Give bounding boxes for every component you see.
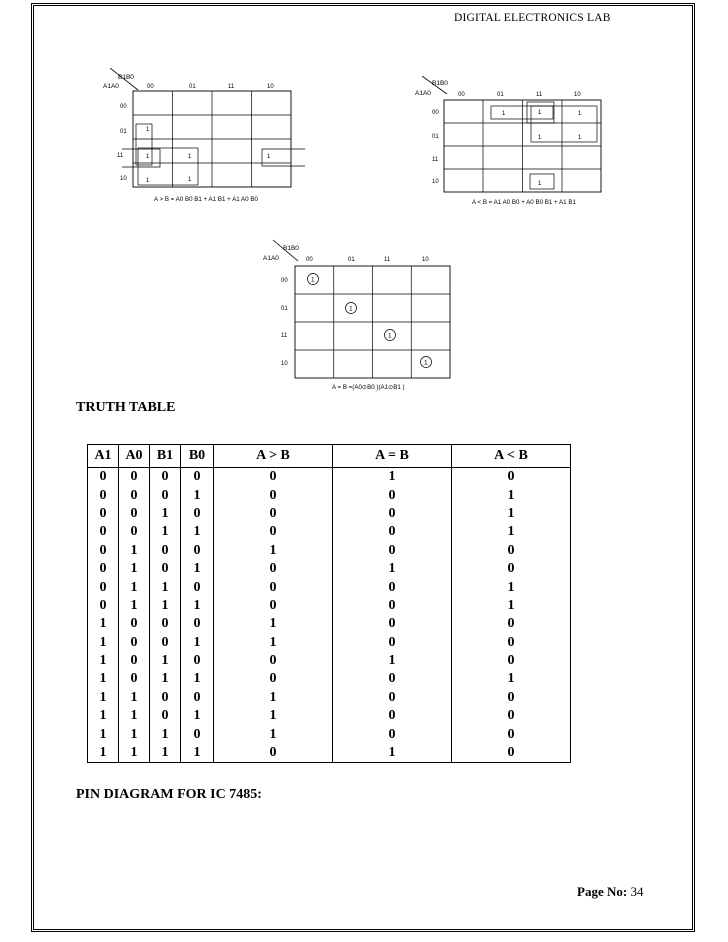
table-cell: 0: [214, 486, 333, 504]
table-cell: 1: [214, 615, 333, 633]
table-cell: 0: [333, 597, 452, 615]
kmap-gt-row-00: 00: [120, 104, 127, 110]
table-cell: 0: [214, 578, 333, 596]
table-cell: 0: [452, 615, 571, 633]
table-cell: 1: [88, 634, 119, 652]
table-cell: 1: [119, 744, 150, 763]
table-cell: 1: [214, 725, 333, 743]
table-cell: 0: [333, 505, 452, 523]
page-number-footer: [577, 884, 643, 900]
table-cell: 0: [181, 468, 214, 487]
table-cell: 1: [181, 707, 214, 725]
kmap-gt-col-00: 00: [147, 84, 154, 90]
kmap-eq-corner-left: A1A0: [263, 255, 279, 262]
kmap-less-than: [402, 76, 617, 216]
table-cell: 1: [333, 744, 452, 763]
kmap-equal: [256, 238, 461, 398]
table-cell: 1: [214, 542, 333, 560]
truth-table-title: TRUTH TABLE: [76, 400, 176, 415]
table-cell: 1: [181, 523, 214, 541]
kmap-eq-row-01: 01: [281, 306, 288, 312]
table-cell: 0: [333, 725, 452, 743]
table-cell: 1: [88, 652, 119, 670]
kmap-lt-one: 1: [578, 135, 582, 141]
kmap-eq-corner-top: B1B0: [283, 245, 299, 252]
table-cell: 0: [214, 523, 333, 541]
kmap-lt-col-01: 01: [497, 92, 504, 98]
kmap-gt-one: 1: [146, 154, 150, 160]
header-a-equal-b: A = B: [333, 445, 452, 468]
table-cell: 0: [119, 468, 150, 487]
table-cell: 0: [181, 542, 214, 560]
table-cell: 0: [88, 505, 119, 523]
kmap-eq-one: 1: [311, 276, 315, 284]
table-cell: 1: [119, 542, 150, 560]
kmap-gt-one: 1: [146, 127, 150, 133]
table-cell: 0: [181, 615, 214, 633]
kmap-eq-row-11: 11: [281, 333, 288, 339]
kmap-eq-row-00: 00: [281, 278, 288, 284]
table-cell: 0: [333, 542, 452, 560]
kmap-eq-col-10: 10: [422, 257, 429, 263]
table-cell: 0: [214, 652, 333, 670]
table-cell: 1: [88, 707, 119, 725]
kmap-gt-one: 1: [188, 154, 192, 160]
pin-diagram-title: PIN DIAGRAM FOR IC 7485:: [76, 787, 262, 802]
table-cell: 0: [333, 707, 452, 725]
table-row: [88, 523, 571, 541]
table-cell: 0: [214, 597, 333, 615]
table-cell: 1: [333, 652, 452, 670]
kmap-lt-col-10: 10: [574, 92, 581, 98]
header-a-greater-b: A > B: [214, 445, 333, 468]
table-cell: 0: [333, 615, 452, 633]
table-cell: 1: [88, 615, 119, 633]
header-b1: B1: [150, 445, 181, 468]
kmap-lt-equation: A < B = A1 A0 B0 + A0 B0 B1 + A1 B1: [472, 199, 576, 206]
table-cell: 0: [333, 523, 452, 541]
table-cell: 0: [88, 560, 119, 578]
table-cell: 0: [452, 689, 571, 707]
kmap-lt-one: 1: [502, 111, 506, 117]
kmap-eq-col-00: 00: [306, 257, 313, 263]
table-cell: 0: [150, 689, 181, 707]
table-cell: 0: [452, 652, 571, 670]
table-row: [88, 634, 571, 652]
header-a1: A1: [88, 445, 119, 468]
kmap-eq-one: 1: [424, 359, 428, 367]
table-cell: 1: [88, 689, 119, 707]
table-cell: 0: [452, 707, 571, 725]
table-row: [88, 468, 571, 487]
table-cell: 0: [181, 725, 214, 743]
table-cell: 1: [150, 725, 181, 743]
kmap-eq-svg: [256, 238, 461, 393]
table-cell: 1: [214, 689, 333, 707]
kmap-gt-svg: [100, 68, 310, 208]
kmap-gt-corner-top: B1B0: [118, 74, 134, 81]
table-cell: 1: [181, 486, 214, 504]
table-cell: 1: [452, 578, 571, 596]
kmap-eq-one: 1: [388, 332, 392, 340]
kmap-lt-one: 1: [538, 110, 542, 116]
table-cell: 0: [150, 486, 181, 504]
table-cell: 0: [119, 652, 150, 670]
table-cell: 1: [119, 597, 150, 615]
table-cell: 0: [150, 707, 181, 725]
table-cell: 0: [150, 560, 181, 578]
kmap-lt-row-11: 11: [432, 157, 439, 163]
table-cell: 1: [452, 486, 571, 504]
table-cell: 0: [452, 725, 571, 743]
table-row: [88, 725, 571, 743]
table-row: [88, 542, 571, 560]
truth-table-header-row: [88, 445, 571, 468]
table-cell: 0: [119, 486, 150, 504]
table-cell: 1: [181, 560, 214, 578]
table-row: [88, 744, 571, 763]
truth-table-body: [88, 468, 571, 763]
kmap-gt-one: 1: [188, 177, 192, 183]
table-row: [88, 670, 571, 688]
kmap-gt-corner-left: A1A0: [103, 83, 119, 90]
kmap-gt-col-10: 10: [267, 84, 274, 90]
table-row: [88, 560, 571, 578]
kmap-lt-row-01: 01: [432, 134, 439, 140]
table-cell: 0: [88, 486, 119, 504]
table-cell: 0: [214, 505, 333, 523]
table-cell: 0: [181, 578, 214, 596]
table-cell: 0: [181, 652, 214, 670]
table-cell: 0: [150, 542, 181, 560]
kmap-lt-col-11: 11: [536, 92, 543, 98]
kmap-gt-row-10: 10: [120, 176, 127, 182]
table-cell: 1: [150, 744, 181, 763]
kmap-gt-row-01: 01: [120, 129, 127, 135]
table-cell: 0: [181, 689, 214, 707]
table-cell: 0: [119, 634, 150, 652]
table-cell: 0: [150, 634, 181, 652]
table-cell: 0: [333, 486, 452, 504]
table-cell: 0: [333, 689, 452, 707]
table-cell: 1: [150, 597, 181, 615]
page-number: 34: [630, 884, 644, 899]
table-cell: 1: [150, 523, 181, 541]
table-cell: 0: [119, 523, 150, 541]
kmap-eq-one: 1: [349, 305, 353, 313]
kmap-lt-one: 1: [538, 135, 542, 141]
table-cell: 1: [181, 744, 214, 763]
table-cell: 0: [181, 505, 214, 523]
kmap-eq-col-11: 11: [384, 257, 391, 263]
table-cell: 1: [452, 670, 571, 688]
kmap-lt-corner-left: A1A0: [415, 90, 431, 97]
table-cell: 0: [88, 542, 119, 560]
kmap-eq-row-10: 10: [281, 361, 288, 367]
table-cell: 0: [452, 560, 571, 578]
kmap-lt-corner-top: B1B0: [432, 80, 448, 87]
table-cell: 1: [214, 634, 333, 652]
kmap-gt-one: 1: [267, 154, 271, 160]
kmap-lt-row-10: 10: [432, 179, 439, 185]
truth-table: [87, 444, 571, 763]
table-row: [88, 578, 571, 596]
table-cell: 0: [214, 468, 333, 487]
table-cell: 0: [88, 578, 119, 596]
table-cell: 0: [88, 597, 119, 615]
table-row: [88, 486, 571, 504]
kmap-gt-col-11: 11: [228, 84, 235, 90]
table-row: [88, 505, 571, 523]
page-label: Page No:: [577, 884, 628, 899]
table-cell: 1: [88, 670, 119, 688]
table-cell: 1: [119, 560, 150, 578]
header-a0: A0: [119, 445, 150, 468]
table-cell: 1: [181, 634, 214, 652]
table-cell: 0: [214, 670, 333, 688]
table-cell: 1: [119, 725, 150, 743]
table-cell: 1: [119, 578, 150, 596]
table-cell: 0: [333, 634, 452, 652]
table-cell: 1: [452, 523, 571, 541]
kmap-eq-equation: A = B =(A0⊙B0 )(A1⊙B1 ): [332, 384, 405, 391]
table-cell: 1: [150, 670, 181, 688]
kmap-lt-row-00: 00: [432, 110, 439, 116]
kmap-gt-col-01: 01: [189, 84, 196, 90]
kmap-greater-than: [100, 68, 310, 213]
table-cell: 0: [119, 615, 150, 633]
table-cell: 1: [88, 744, 119, 763]
table-cell: 0: [452, 634, 571, 652]
table-row: [88, 652, 571, 670]
kmap-lt-one: 1: [578, 111, 582, 117]
kmap-lt-one: 1: [538, 181, 542, 187]
table-cell: 0: [214, 744, 333, 763]
table-cell: 0: [452, 744, 571, 763]
table-cell: 1: [452, 597, 571, 615]
table-cell: 1: [150, 652, 181, 670]
kmap-gt-row-11: 11: [117, 153, 124, 159]
table-cell: 0: [119, 505, 150, 523]
table-cell: 0: [150, 468, 181, 487]
table-cell: 0: [119, 670, 150, 688]
kmap-gt-one: 1: [146, 178, 150, 184]
table-cell: 0: [214, 560, 333, 578]
table-cell: 0: [88, 523, 119, 541]
kmap-lt-col-00: 00: [458, 92, 465, 98]
table-cell: 0: [452, 542, 571, 560]
kmap-eq-col-01: 01: [348, 257, 355, 263]
table-cell: 1: [150, 505, 181, 523]
kmap-lt-svg: [402, 76, 617, 211]
table-row: [88, 615, 571, 633]
lab-title: DIGITAL ELECTRONICS LAB: [454, 12, 611, 24]
table-cell: 1: [150, 578, 181, 596]
table-cell: 0: [452, 468, 571, 487]
header-b0: B0: [181, 445, 214, 468]
table-cell: 1: [119, 707, 150, 725]
table-cell: 1: [181, 597, 214, 615]
table-row: [88, 707, 571, 725]
header-a-less-b: A < B: [452, 445, 571, 468]
table-cell: 0: [333, 578, 452, 596]
table-cell: 0: [150, 615, 181, 633]
table-cell: 1: [119, 689, 150, 707]
table-cell: 1: [181, 670, 214, 688]
table-cell: 0: [88, 468, 119, 487]
table-cell: 1: [333, 560, 452, 578]
table-cell: 1: [88, 725, 119, 743]
table-cell: 1: [214, 707, 333, 725]
table-cell: 1: [333, 468, 452, 487]
table-cell: 0: [333, 670, 452, 688]
kmap-gt-equation: A > B = A0 B0 B1 + A1 B1 + A1 A0 B0: [154, 196, 258, 203]
table-row: [88, 689, 571, 707]
table-cell: 1: [452, 505, 571, 523]
table-row: [88, 597, 571, 615]
